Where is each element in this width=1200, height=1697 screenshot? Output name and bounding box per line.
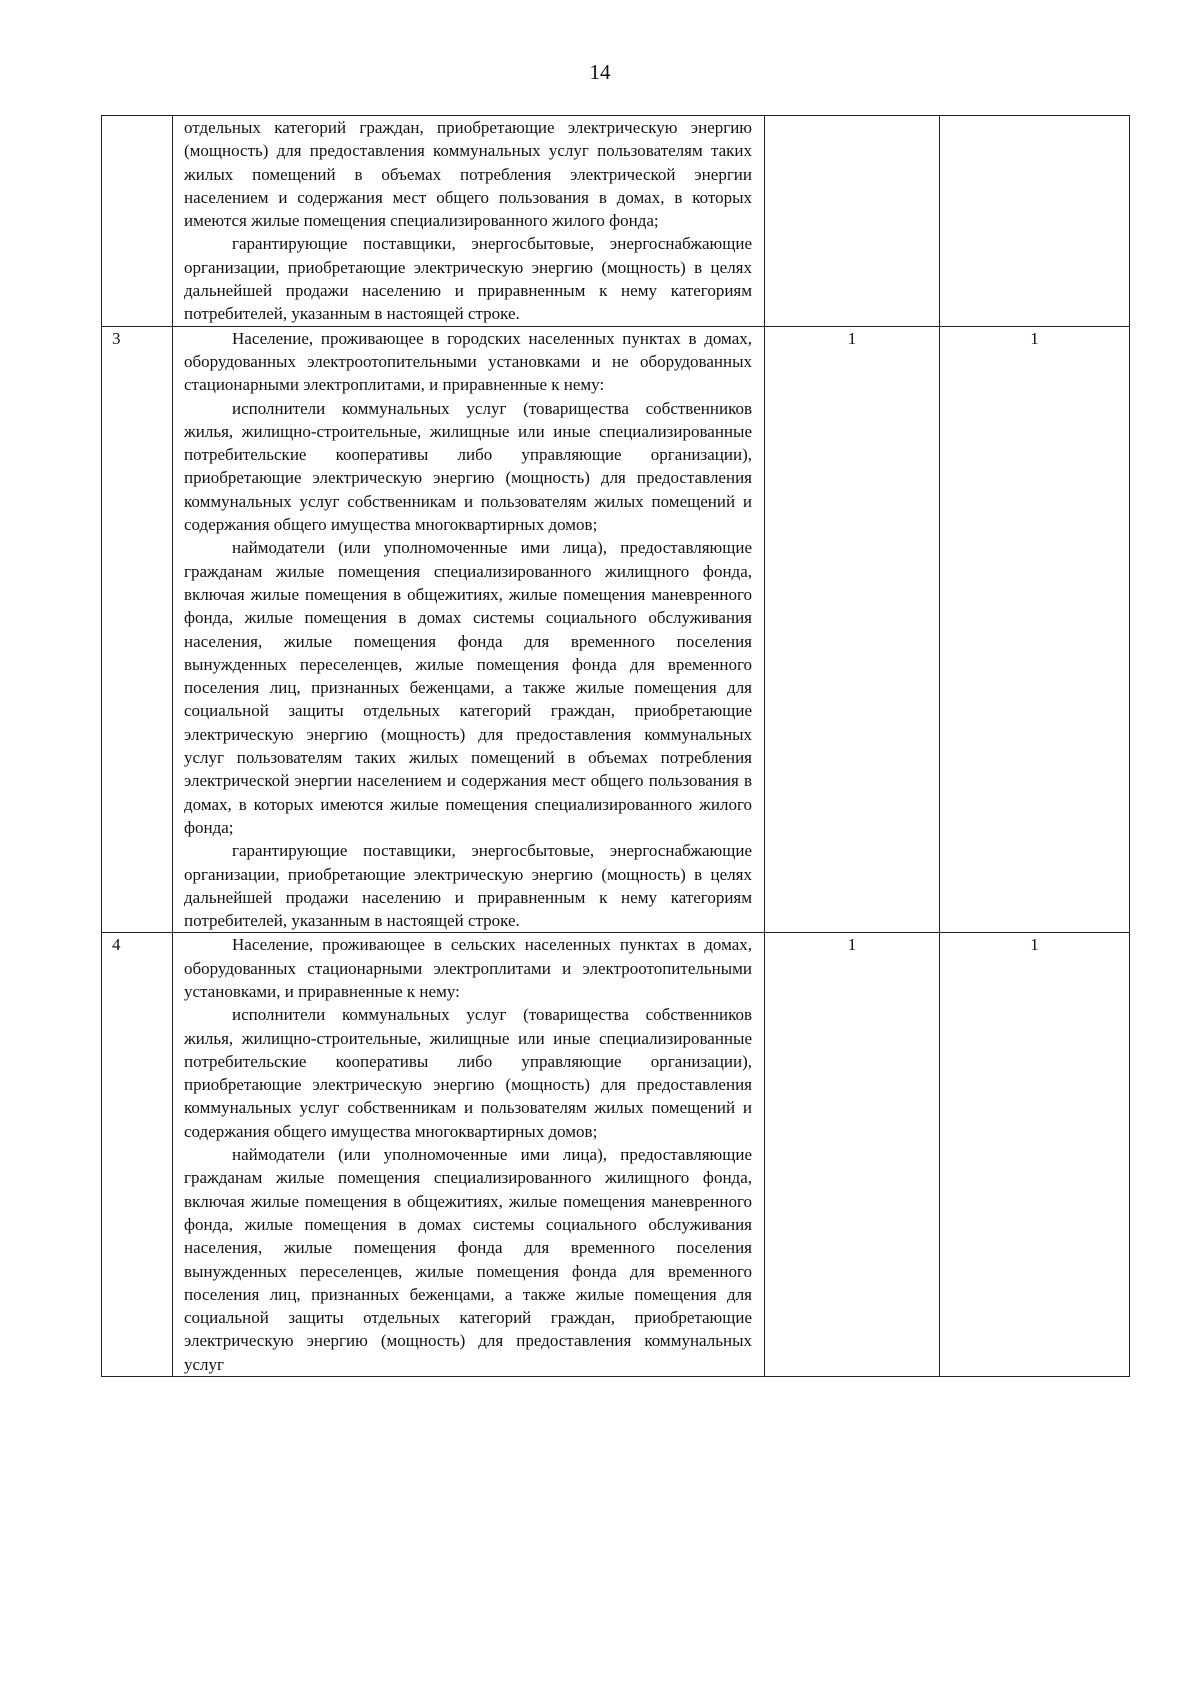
value-cell-col3: 1 [765,326,940,933]
table-body [102,116,1130,1377]
category-paragraph: наймодатели (или уполномоченные ими лица), предоставляющие гражданам жилые помещения специализированного жилищного фонда, включая жилые помещения в общежитиях, жилые помещения маневренного фонда, жилые помещения в домах системы социального обслуживания населения, жилые помещения фонда для временного поселения вынужденных переселенцев, жилые помещения фонда для временного поселения лиц, признанных беженцами, а также жилые помещения для социальной защиты отдельных категорий граждан, приобретающие электрическую энергию (мощность) для предоставления коммунальных услуг [184,1145,752,1374]
category-paragraph: гарантирующие поставщики, энергосбытовые, энергоснабжающие организации, приобретающие электрическую энергию (мощность) в целях дальнейшей продажи населению и приравненным к нему категориям потребителей, указанным в настоящей строке. [184,234,752,324]
consumer-category-cell [173,933,765,1377]
value-cell-col4 [940,116,1130,327]
category-paragraph: исполнители коммунальных услуг (товарищества собственников жилья, жилищно-строительные, жилищные или иные специализированные потребительские кооперативы либо управляющие организации), приобретающие электрическую энергию (мощность) для предоставления коммунальных услуг собственникам и пользователям жилых помещений и содержания общего имущества многоквартирных домов; [184,398,752,535]
row-number-cell: 3 [102,326,173,933]
consumer-category-cell [173,326,765,933]
category-paragraph: наймодатели (или уполномоченные ими лица), предоставляющие гражданам жилые помещения специализированного жилищного фонда, включая жилые помещения в общежитиях, жилые помещения маневренного фонда, жилые помещения в домах системы социального обслуживания населения, жилые помещения фонда для временного поселения вынужденных переселенцев, жилые помещения фонда для временного поселения лиц, признанных беженцами, а также жилые помещения для социальной защиты отдельных категорий граждан, приобретающие электрическую энергию (мощность) для предоставления коммунальных услуг пользователям таких жилых помещений в объемах потребления электрической энергии населением и содержания мест общего пользования в домах, в которых имеются жилые помещения специализированного жилого фонда; [184,538,752,837]
consumer-category-cell [173,116,765,327]
category-paragraph: Население, проживающее в городских населенных пунктах в домах, оборудованных электроотопительными установками и не оборудованных стационарными электроплитами, и приравненные к нему: [184,328,752,395]
category-paragraph: гарантирующие поставщики, энергосбытовые, энергоснабжающие организации, приобретающие электрическую энергию (мощность) в целях дальнейшей продажи населению и приравненным к нему категориям потребителей, указанным в настоящей строке. [184,841,752,931]
value-cell-col3 [765,116,940,327]
tariff-table [101,115,1130,1377]
value-cell-col3: 1 [765,933,940,1377]
row-number-cell: 4 [102,933,173,1377]
value-cell-col4: 1 [940,933,1130,1377]
category-paragraph: Население, проживающее в сельских населенных пунктах в домах, оборудованных стационарными электроплитами и электроотопительными установками, и приравненные к нему: [184,935,752,1001]
table-row [102,116,1130,327]
value-cell-col4: 1 [940,326,1130,933]
table-row [102,326,1130,933]
category-paragraph: отдельных категорий граждан, приобретающие электрическую энергию (мощность) для предоставления коммунальных услуг пользователям таких жилых помещений в объемах потребления электрической энергии населением и содержания мест общего пользования в домах, в которых имеются жилые помещения специализированного жилого фонда; [184,118,752,231]
row-number-cell [102,116,173,327]
category-paragraph: исполнители коммунальных услуг (товарищества собственников жилья, жилищно-строительные, жилищные или иные специализированные потребительские кооперативы либо управляющие организации), приобретающие электрическую энергию (мощность) для предоставления коммунальных услуг собственникам и пользователям жилых помещений и содержания общего имущества многоквартирных домов; [184,1005,752,1141]
page-number: 14 [589,60,611,84]
table-row [102,933,1130,1377]
